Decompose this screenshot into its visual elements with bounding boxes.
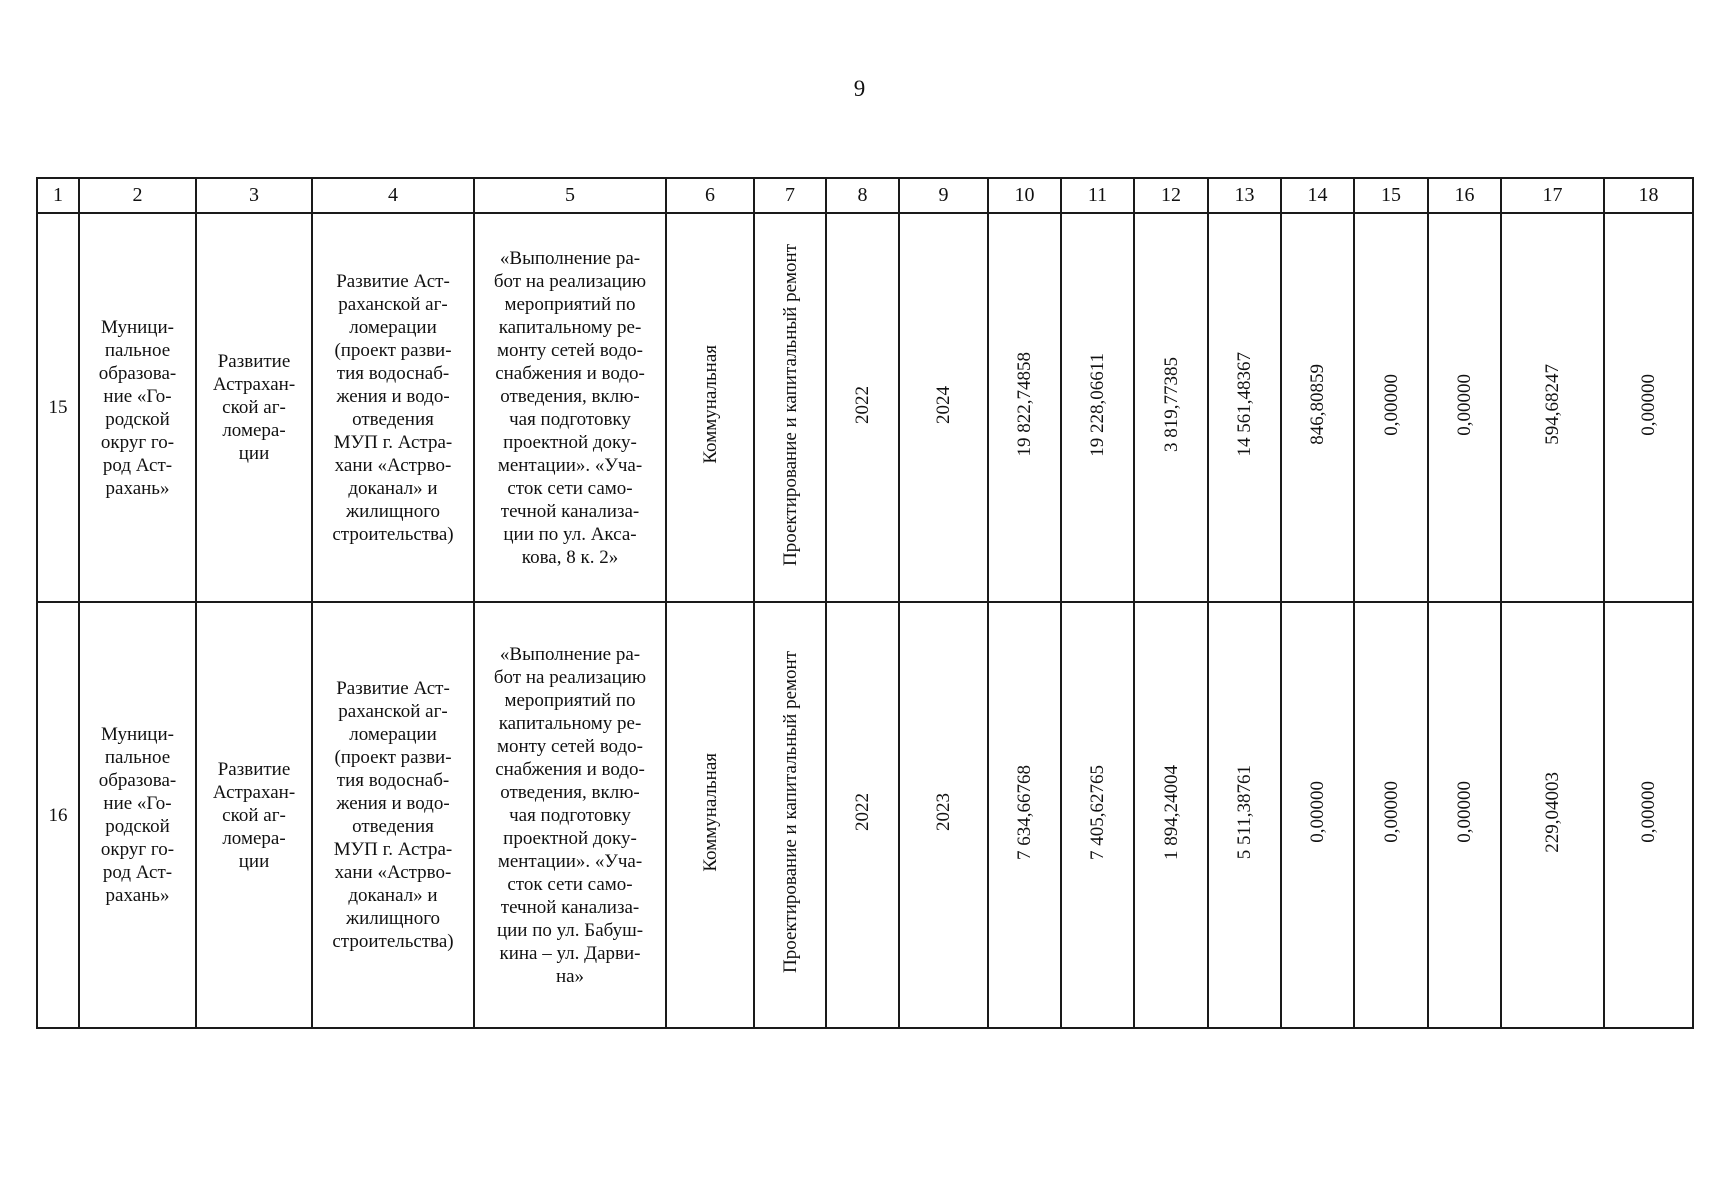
value-cell [1604, 602, 1693, 1028]
value-text: 0,00000 [1454, 373, 1475, 436]
value-text: 19 822,74858 [1014, 352, 1035, 457]
project-text: Развитие Аст- раханской аг- ломерации (проект разви- тия водоснаб- жения и водо- отведения МУП г. Астра- хани «Астрво- доканал» и жилищного строительства) [332, 678, 454, 952]
work-type-text: Проектирование и капитальный ремонт [779, 651, 801, 973]
sphere-cell [666, 213, 754, 602]
program-text: Развитие Астрахан- ской аг- ломера- ции [212, 351, 296, 464]
municipality-text: Муници- пальное образова- ние «Го- родской округ го- род Аст- рахань» [98, 724, 177, 906]
page-number: 9 [853, 76, 866, 101]
column-number: 16 [1428, 178, 1501, 213]
value-cell [1061, 213, 1134, 602]
value-cell [1061, 602, 1134, 1028]
start-year-cell [826, 602, 899, 1028]
work-type-cell [754, 213, 826, 602]
value-cell [1208, 602, 1281, 1028]
column-number: 1 [37, 178, 79, 213]
value-cell [988, 602, 1061, 1028]
program-text: Развитие Астрахан- ской аг- ломера- ции [212, 758, 296, 872]
municipality-cell [79, 213, 196, 602]
value-text: 1 894,24004 [1160, 764, 1182, 860]
work-type-text: Проектирование и капитальный ремонт [779, 243, 801, 566]
sphere-text: Коммунальная [699, 345, 721, 464]
column-number: 15 [1354, 178, 1428, 213]
investment-projects-table [36, 177, 1694, 1029]
value-text: 0,00000 [1638, 373, 1659, 436]
project-text: Развитие Аст- раханской аг- ломерации (проект разви- тия водоснаб- жения и водо- отведения МУП г. Астра- хани «Астрво- доканал» и жилищного строительства) [332, 270, 454, 545]
value-cell [1604, 213, 1693, 602]
value-text: 7 405,62765 [1087, 764, 1108, 860]
start-year-text: 2022 [852, 793, 873, 831]
row-number: 16 [37, 602, 79, 1028]
object-text: «Выполнение ра- бот на реализацию мероприятий по капитальному ре- монту сетей водо- снабжения и водо- отведения, вклю- чая подготовку проектной доку- ментации». «Уча- сток сети само- течной канализа- ции по ул. Акса- кова, 8 к. 2» [493, 247, 647, 568]
end-year-text: 2023 [933, 793, 954, 831]
column-number: 3 [196, 178, 312, 213]
value-cell [1134, 213, 1208, 602]
value-text: 0,00000 [1380, 373, 1402, 436]
column-number: 9 [899, 178, 988, 213]
value-cell [1134, 602, 1208, 1028]
value-cell [1281, 602, 1354, 1028]
value-text: 7 634,66768 [1014, 764, 1035, 860]
column-number: 4 [312, 178, 474, 213]
value-text: 229,04003 [1542, 771, 1563, 853]
value-cell [1501, 213, 1604, 602]
value-text: 3 819,77385 [1160, 357, 1182, 452]
table-row [37, 213, 1693, 602]
column-number: 2 [79, 178, 196, 213]
end-year-cell [899, 213, 988, 602]
municipality-cell [79, 602, 196, 1028]
column-number: 12 [1134, 178, 1208, 213]
sphere-cell [666, 602, 754, 1028]
row-number: 15 [37, 213, 79, 602]
value-cell [1354, 213, 1428, 602]
value-cell [1501, 602, 1604, 1028]
value-cell [1281, 213, 1354, 602]
end-year-cell [899, 602, 988, 1028]
value-cell [1428, 602, 1501, 1028]
program-cell [196, 602, 312, 1028]
object-cell [474, 602, 666, 1028]
value-text: 0,00000 [1380, 781, 1402, 843]
start-year-text: 2022 [852, 385, 873, 424]
municipality-text: Муници- пальное образова- ние «Го- родской округ го- род Аст- рахань» [98, 316, 177, 499]
column-number: 7 [754, 178, 826, 213]
end-year-text: 2024 [933, 385, 954, 424]
value-text: 594,68247 [1542, 364, 1563, 445]
value-cell [1208, 213, 1281, 602]
column-number: 6 [666, 178, 754, 213]
project-cell [312, 213, 474, 602]
column-number: 8 [826, 178, 899, 213]
value-text: 0,00000 [1638, 781, 1659, 843]
value-cell [1428, 213, 1501, 602]
column-number: 14 [1281, 178, 1354, 213]
value-text: 846,80859 [1307, 364, 1328, 445]
program-cell [196, 213, 312, 602]
value-text: 14 561,48367 [1234, 352, 1255, 457]
object-text: «Выполнение ра- бот на реализацию мероприятий по капитальному ре- монту сетей водо- снабжения и водо- отведения, вклю- чая подготовку проектной доку- ментации». «Уча- сток сети само- течной канализа- ции по ул. Бабуш- кина – ул. Дарви- на» [493, 643, 647, 987]
object-cell [474, 213, 666, 602]
value-cell [1354, 602, 1428, 1028]
start-year-cell [826, 213, 899, 602]
value-text: 19 228,06611 [1087, 352, 1108, 457]
value-text: 0,00000 [1307, 781, 1328, 843]
column-number: 17 [1501, 178, 1604, 213]
table-row [37, 602, 1693, 1028]
value-text: 5 511,38761 [1234, 764, 1255, 860]
column-number: 13 [1208, 178, 1281, 213]
column-number: 11 [1061, 178, 1134, 213]
value-cell [988, 213, 1061, 602]
sphere-text: Коммунальная [699, 752, 721, 872]
work-type-cell [754, 602, 826, 1028]
value-text: 0,00000 [1454, 781, 1475, 843]
project-cell [312, 602, 474, 1028]
column-number: 5 [474, 178, 666, 213]
column-number: 10 [988, 178, 1061, 213]
column-number-row [37, 178, 1693, 213]
column-number: 18 [1604, 178, 1693, 213]
